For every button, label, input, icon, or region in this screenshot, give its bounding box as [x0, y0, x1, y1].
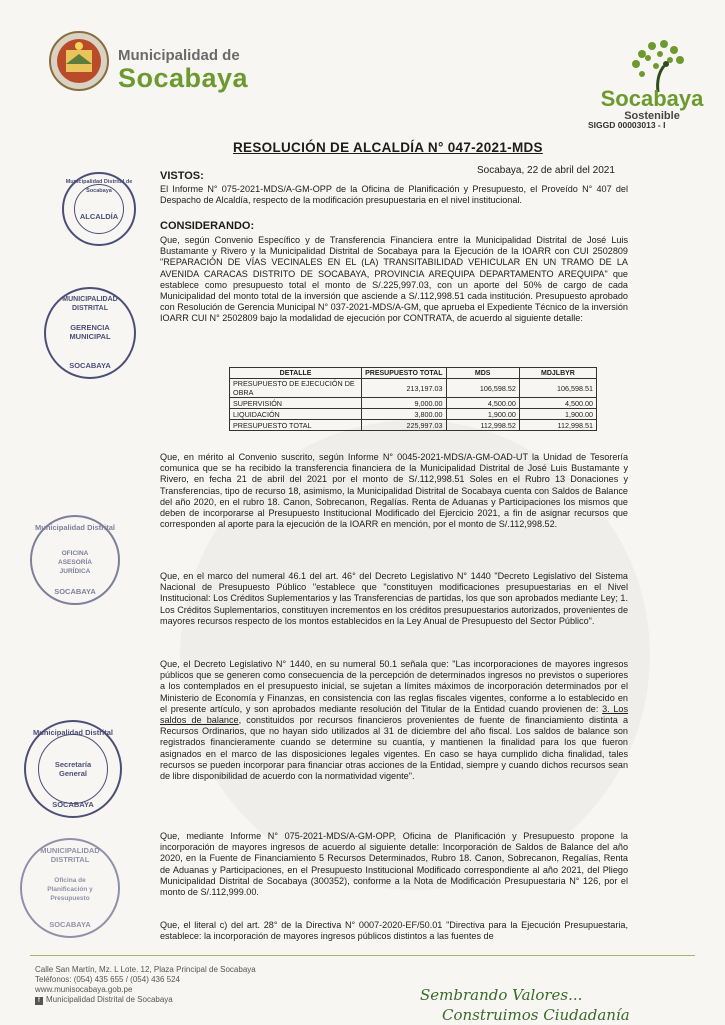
footer-social-line [35, 995, 256, 1005]
municipality-label: Municipalidad de [118, 47, 240, 64]
table-cell: 9,000.00 [362, 398, 446, 409]
document-code: SIGGD 00003013 - I [588, 120, 666, 130]
municipal-crest-logo [48, 30, 110, 92]
paragraph-6: Que, el literal c) del art. 28° de la Directiva N° 0007-2020-EF/50.01 "Directiva para la Ejecución Presupuestaria, establece: la incorporación de mayores ingresos públicos distintos a las fuentes de [160, 920, 628, 942]
seal-text: OFICINA ASESORÍA JURÍDICA [58, 550, 92, 575]
table-header: DETALLE [230, 368, 362, 379]
paragraph-4-part-a: Que, el Decreto Legislativo N° 1440, en su numeral 50.1 señala que: "Las incorporaciones de mayores ingresos públicos que se generen como consecuencia de la percepción de determinados ingresos no previstos o superiores a los contemplados en el presupuesto inicial, se sujetan a límites máximos de incorporación determinados por el Ministerio de Economía y Finanzas, en consistencia con las reglas fiscales vigentes, conforme a lo establecido en el presente artículo, y son aprobados mediante resolución del Titular de la Entidad cuando provienen de: [160, 659, 628, 714]
seal-text: MUNICIPALIDAD DISTRITAL [40, 846, 100, 864]
table-header-row [230, 368, 597, 379]
table-cell: 106,598.51 [519, 379, 596, 398]
table-cell: LIQUIDACIÓN [230, 409, 362, 420]
footer-phone-line: Teléfonos: (054) 435 655 / (054) 436 524 [35, 975, 180, 984]
municipality-name [118, 48, 248, 92]
table-cell: 225,997.03 [362, 420, 446, 431]
table-cell: 1,900.00 [519, 409, 596, 420]
paragraph-3: Que, en el marco del numeral 46.1 del art. 46° del Decreto Legislativo N° 1440 "Decreto Legislativo del Sistema Nacional de Presupuesto Público "establece que "constituyen modificaciones presupuestarias en el Nivel Institucional: Los Créditos Suplementarios y las Transferencias de partidas, los que son aprobados mediante Ley; 1. Los Créditos Suplementarios, constituyen incrementos en los créditos presupuestarios autorizados, provenientes de mayores recursos respecto de los montos establecidos en la Ley Anual de Presupuesto del Sector Público". [160, 571, 628, 626]
seal-text: SOCABAYA [54, 587, 96, 596]
budget-table [229, 367, 597, 431]
table-row [230, 398, 597, 409]
paragraph-4-part-b: , constituidos por recursos financieros provenientes de fuente de financiamiento distinta a Recursos Ordinarios, que no hayan sido utilizados al 31 de diciembre del año fiscal. Los saldos de balance son registrados financieramente cuando se determine su cuantía, y mantienen la finalidad para los que fueron asignados en el marco de las disposiciones legales vigentes. En caso se haya cumplido dicha finalidad, tales recursos se pueden incorporar para financiar otras acciones de la Entidad, siempre y cuando dichos recursos sean de libre disponibilidad de acuerdo con la normatividad vigente". [160, 715, 628, 782]
resolution-date: Socabaya, 22 de abril del 2021 [477, 165, 615, 176]
seal-text: Secretaría General [54, 760, 92, 778]
planificacion-seal [20, 838, 120, 938]
seal-text: ALCALDÍA [79, 212, 119, 221]
paragraph-4-underlined: 3. Los saldos de balance [160, 703, 628, 726]
resolution-title: RESOLUCIÓN DE ALCALDÍA N° 047-2021-MDS [233, 140, 543, 155]
brand-right [596, 88, 708, 122]
seal-text: SOCABAYA [49, 920, 91, 929]
vistos-heading: VISTOS: [160, 170, 204, 182]
paragraph-4 [160, 659, 628, 782]
table-cell: 106,598.52 [446, 379, 519, 398]
seal-text: Municipalidad Distrital [32, 728, 113, 737]
slogan-line-1: Sembrando Valores... [420, 986, 583, 1004]
table-header: MDJLBYR [519, 368, 596, 379]
footer-address [35, 965, 256, 1005]
footer-address-line: Calle San Martín, Mz. L Lote. 12, Plaza Principal de Socabaya [35, 965, 256, 974]
footer-social-text: Municipalidad Distrital de Socabaya [46, 995, 173, 1004]
footer-divider [30, 955, 695, 956]
alcaldia-seal [62, 172, 136, 246]
asesoria-seal [30, 515, 120, 605]
paragraph-5: Que, mediante Informe N° 075-2021-MDS/A-GM-OPP, Oficina de Planificación y Presupuesto propone la incorporación de mayores ingresos de acuerdo al siguiente detalle: Incorporación de Saldos de Balance del año 2020, en la Fuente de Financiamiento 5 Recursos Determinados, Rubro 18. Canon, Sobrecanon, Regalías, Renta de Aduanas y Participaciones, en el Presupuesto Institucional Modificado correspondiente al año 2021, del Pliego Municipalidad Distrital de Socabaya (300352), conforme a la Nota de Modificación Presupuestaria N° 126, por el monto de S/.112,999.00. [160, 831, 628, 898]
seal-text: Oficina de Planificación y Presupuesto [47, 877, 93, 902]
table-header: MDS [446, 368, 519, 379]
table-cell: 213,197.03 [362, 379, 446, 398]
table-cell: PRESUPUESTO DE EJECUCIÓN DE OBRA [230, 379, 362, 398]
gerencia-seal [44, 287, 136, 379]
table-cell: 3,800.00 [362, 409, 446, 420]
table-cell: PRESUPUESTO TOTAL [230, 420, 362, 431]
slogan-line-2: Construimos Ciudadanía [442, 1006, 630, 1024]
seal-text: Municipalidad Distrital [34, 523, 115, 532]
table-cell: 4,500.00 [519, 398, 596, 409]
table-header: PRESUPUESTO TOTAL [362, 368, 446, 379]
table-row [230, 379, 597, 398]
footer-slogan [420, 985, 630, 1025]
municipality-title: Socabaya [118, 63, 249, 93]
footer-website-link[interactable]: www.munisocabaya.gob.pe [35, 985, 133, 994]
seal-text: Municipalidad Distrital de Socabaya [65, 179, 133, 194]
brand-right-subtitle: Sostenible [624, 110, 680, 122]
table-cell: SUPERVISIÓN [230, 398, 362, 409]
seal-text: MUNICIPALIDAD DISTRITAL [62, 296, 118, 312]
seal-text: SOCABAYA [69, 361, 111, 370]
considerando-heading: CONSIDERANDO: [160, 220, 255, 232]
seal-text: GERENCIA MUNICIPAL [69, 323, 111, 341]
secretaria-seal [24, 720, 122, 818]
table-cell: 4,500.00 [446, 398, 519, 409]
seal-text: SOCABAYA [52, 800, 94, 809]
table-row [230, 409, 597, 420]
paragraph-2: Que, en mérito al Convenio suscrito, según Informe N° 0045-2021-MDS/A-GM-OAD-UT la Unidad de Tesorería comunica que se ha recibido la transferencia financiera de la Municipalidad Distrital de José Luis Bustamante y Rivero, en fecha 21 de abril del 2021 por el monto de S/.112,998.51 Soles en el Rubro 13 Donaciones y Transferencias, tipo de recurso 18, asimismo, la Municipalidad Distrital de Socabaya cuenta con Saldos de Balance del año 2020, en el rubro 18. Canon, Sobrecanon, Regalías. Renta de Aduanas y Participaciones los mismos que deben de incorporarse al Presupuesto Institucional Modificado del Ejercicio 2021, a fin de asignar recursos que corresponden al aporte para la ejecución de la IOARR en mención, por el monto de S/.112,998.52. [160, 452, 628, 530]
table-cell: 112,998.51 [519, 420, 596, 431]
table-row [230, 420, 597, 431]
table-cell: 112,998.52 [446, 420, 519, 431]
paragraph-1: Que, según Convenio Específico y de Transferencia Financiera entre la Municipalidad Distrital de José Luis Bustamante y Rivero y la Municipalidad Distrital de Socabaya para la Ejecución de la IOARR con CUI 2502809 "REPARACIÓN DE VÍAS VECINALES EN EL (LA) TRANSITABILIDAD VEHICULAR EN UN TRAMO DE LA AVENIDA CARACAS DISTRITO DE SOCABAYA, PROVINCIA AREQUIPA DEPARTAMENTO AREQUIPA" que establece como presupuesto total el monto de S/.225,997.03, con un aporte del 50% de cargo de cada Municipalidad del monto total de la inversión que asciende a S/.112,998.51 cada institución. Presupuesto aprobado con Resolución de Gerencia Municipal N° 037-2021-MDS/A-GM, que aprueba el Expediente Técnico de la inversión IOARR CUI N° 2502809 bajo la modalidad de ejecución por CONTRATA, de acuerdo al siguiente detalle: [160, 235, 628, 324]
brand-right-title: Socabaya [600, 86, 704, 111]
table-cell: 1,900.00 [446, 409, 519, 420]
facebook-icon: f [35, 997, 43, 1005]
vistos-text: El Informe N° 075-2021-MDS/A-GM-OPP de la Oficina de Planificación y Presupuesto, el Proveído N° 407 del Despacho de Alcaldía, respecto de la modificación presupuestaria en el nivel institucional. [160, 184, 628, 206]
